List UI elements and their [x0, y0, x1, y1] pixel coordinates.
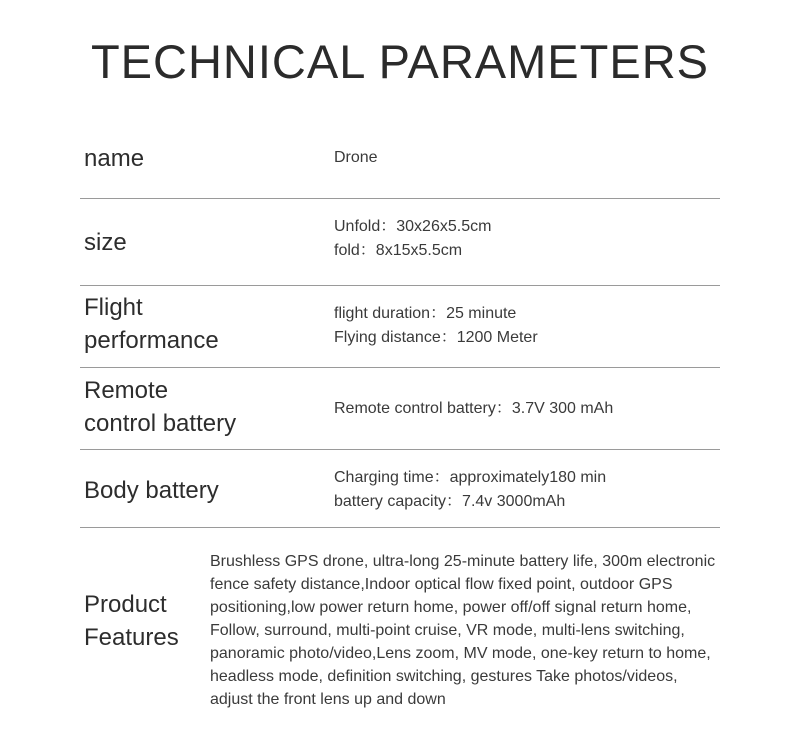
param-value: [334, 215, 491, 263]
param-value-line: fold：8x15x5.5cm: [334, 242, 463, 259]
param-label-line: control battery: [84, 410, 237, 437]
param-label: [84, 291, 219, 357]
param-row-remote-control-battery: [80, 368, 720, 450]
param-value-line: Remote control battery：3.7V 300 mAh: [334, 400, 614, 417]
param-value-line: flight duration：25 minute: [334, 305, 517, 322]
param-label-line: Flight: [84, 294, 143, 321]
features-text-line: adjust the front lens up and down: [210, 691, 446, 708]
param-value: [334, 146, 378, 170]
param-label: [84, 374, 236, 440]
param-label: [84, 474, 219, 507]
features-text-line: Brushless GPS drone, ultra-long 25-minute battery life, 300m electronic: [210, 553, 716, 570]
features-text-line: headless mode, definition switching, gestures Take photos/videos,: [210, 668, 678, 685]
param-row-size: [80, 199, 720, 286]
param-label-line: size: [84, 229, 127, 256]
features-text-line: fence safety distance,Indoor optical flow fixed point, outdoor GPS: [210, 576, 673, 593]
param-value: [334, 397, 613, 421]
param-value-line: Unfold：30x26x5.5cm: [334, 218, 492, 235]
features-label-line: Features: [84, 624, 179, 651]
param-value: [334, 466, 606, 514]
param-label-line: name: [84, 145, 145, 172]
param-value-line: Flying distance：1200 Meter: [334, 329, 538, 346]
param-row-flight-performance: [80, 286, 720, 368]
param-label: [84, 142, 144, 175]
param-value-line: battery capacity：7.4v 3000mAh: [334, 493, 566, 510]
param-row-name: [80, 120, 720, 199]
param-label-line: Remote: [84, 377, 169, 404]
param-label-line: performance: [84, 327, 219, 354]
features-text: [210, 550, 764, 711]
page-title: TECHNICAL PARAMETERS: [90, 35, 710, 88]
param-label-line: Body battery: [84, 477, 219, 504]
features-label: [84, 588, 179, 654]
features-text-line: positioning,low power return home, power off/off signal return home,: [210, 599, 692, 616]
param-value-line: Charging time：approximately180 min: [334, 469, 607, 486]
features-text-line: Follow, surround, multi-point cruise, VR mode, multi-lens switching,: [210, 622, 685, 639]
features-text-line: panoramic photo/video,Lens zoom, MV mode, one-key return to home,: [210, 645, 711, 662]
param-label: [84, 226, 127, 259]
param-value: [334, 302, 538, 350]
param-value-line: Drone: [334, 149, 378, 166]
param-row-body-battery: [80, 450, 720, 528]
features-label-line: Product: [84, 591, 167, 618]
